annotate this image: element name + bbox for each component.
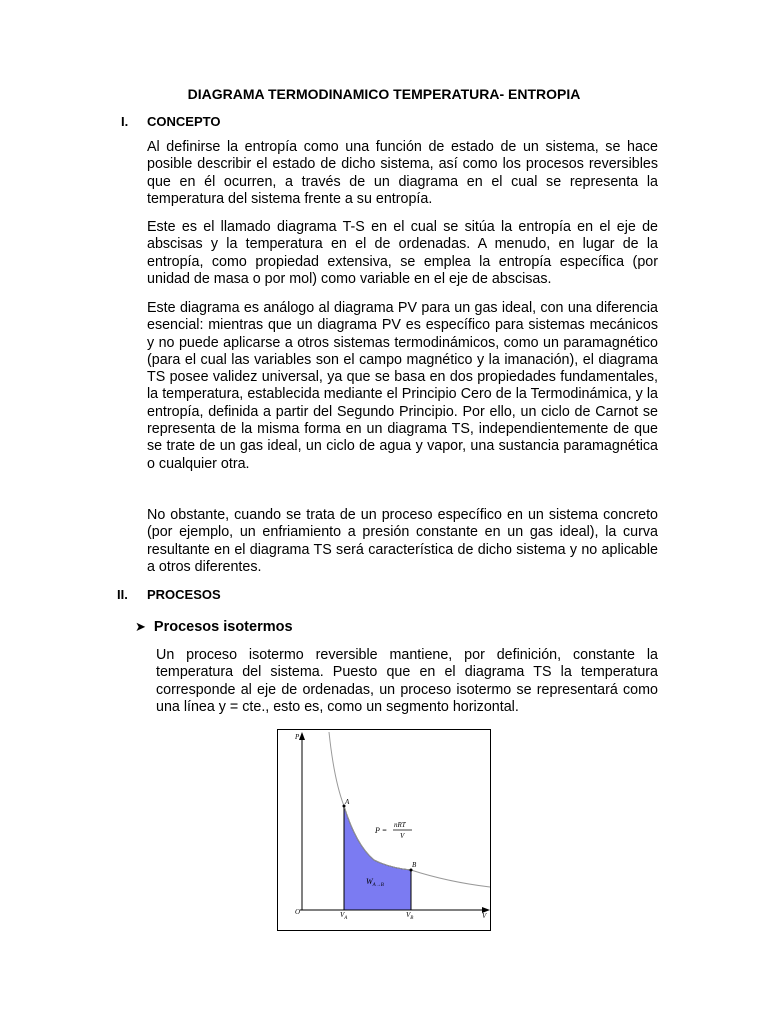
paragraph-4: No obstante, cuando se trata de un proceso específico en un sistema concreto (por ejemplo, un enfriamiento a presión constante en un gas ideal), la curva resultante en el diagrama TS será característica de dicho sistema y no aplicable a otros diferentes. — [147, 507, 658, 575]
paragraph-3: Este diagrama es análogo al diagrama PV para un gas ideal, con una diferencia esencial: mientras que un diagrama PV es específico para sistemas mecánicos y no puede aplicarse a otros sistemas termodinámicos, como un paramagnético (para el cual las variables son el campo magnético y la imanación), el diagrama TS posee validez universal, ya que se basa en dos propiedades fundamentales, la temperatura, establecida mediante el Principio Cero de la Termodinámica, y la entropía, definida a partir del Segundo Principio. Por ello, un ciclo de Carnot se representa de la misma forma en un diagrama TS, independientemente de que se trate de un gas ideal, un ciclo de agua y vapor, una sustancia paramagnética o cualquier otra. — [147, 300, 658, 472]
x-axis-label: V — [482, 912, 487, 920]
origin-label: O — [295, 908, 301, 916]
subsection-title: Procesos isotermos — [153, 619, 293, 635]
section-title-concepto: CONCEPTO — [147, 114, 221, 129]
section-number-2: II. — [117, 587, 128, 602]
y-axis-arrow-icon — [299, 732, 305, 740]
pv-diagram-figure — [277, 729, 491, 931]
document-title: DIAGRAMA TERMODINAMICO TEMPERATURA- ENTROPIA — [187, 86, 581, 102]
arrowhead-bullet-icon: ➤ — [135, 619, 146, 634]
vb-label: $V_B$ — [406, 911, 414, 921]
point-a-label: A — [345, 798, 350, 806]
equation-numerator: nRT — [394, 821, 406, 829]
section-title-procesos: PROCESOS — [147, 587, 221, 602]
paragraph-1: Al definirse la entropía como una función de estado de un sistema, se hace posible describir el estado de dicho sistema, así como los procesos reversibles que en él ocurren, a través de un diagrama en el cual se representa la temperatura del sistema frente a su entropía. — [147, 139, 658, 207]
va-label: $V_A$ — [340, 911, 348, 921]
equation-denominator: V — [400, 832, 405, 840]
subsection-heading — [135, 619, 293, 635]
equation-lhs: P = — [375, 826, 388, 835]
section-number-1: I. — [121, 114, 129, 129]
pv-diagram — [278, 730, 492, 932]
work-label: $W_{A\to B}$ — [366, 877, 384, 888]
paragraph-2: Este es el llamado diagrama T-S en el cual se sitúa la entropía en el eje de abscisas y la temperatura en el de ordenadas. A menudo, en lugar de la entropía, como propiedad extensiva, se emplea la entropía específica (por unidad de masa o por mol) como variable en el eje de abscisas. — [147, 219, 658, 287]
y-axis-label: P — [295, 733, 300, 741]
paragraph-isotermos: Un proceso isotermo reversible mantiene, por definición, constante la temperatura del sistema. Puesto que en el diagrama TS la temperatura corresponde al eje de ordenadas, un proceso isotermo se representará como una línea y = cte., esto es, como un segmento horizontal. — [156, 647, 658, 715]
point-b-label: B — [412, 861, 417, 869]
